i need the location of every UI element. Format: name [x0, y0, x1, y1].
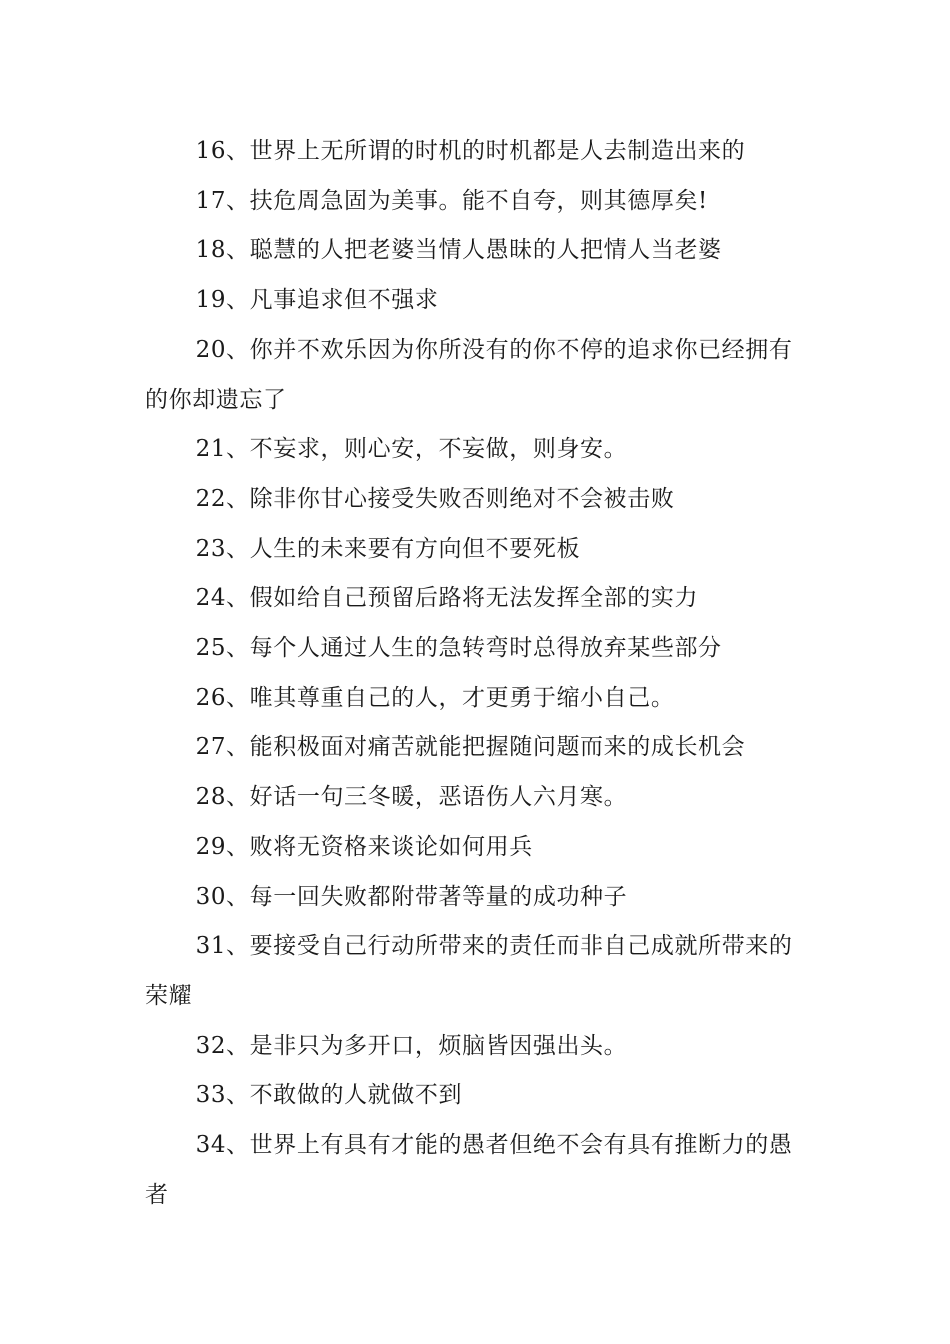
paragraph-26: 26、唯其尊重自己的人，才更勇于缩小自己。	[195, 684, 675, 711]
paragraph-29: 29、败将无资格来谈论如何用兵	[195, 833, 533, 860]
paragraph-34: 34、世界上有具有才能的愚者但绝不会有具有推断力的愚者	[145, 1132, 793, 1208]
paragraph-30: 30、每一回失败都附带著等量的成功种子	[195, 883, 628, 910]
paragraph-16: 16、世界上无所谓的时机的时机都是人去制造出来的	[195, 138, 746, 164]
paragraph-17: 17、扶危周急固为美事。能不自夸，则其德厚矣!	[195, 187, 708, 214]
paragraph-33: 33、不敢做的人就做不到	[195, 1082, 463, 1109]
paragraph-28: 28、好话一句三冬暖，恶语伤人六月寒。	[195, 784, 628, 811]
paragraph-31: 31、要接受自己行动所带来的责任而非自己成就所带来的荣耀	[145, 933, 793, 1009]
paragraph-20: 20、你并不欢乐因为你所没有的你不停的追求你已经拥有的你却遗忘了	[145, 336, 793, 413]
paragraph-32: 32、是非只为多开口，烦脑皆因强出头。	[195, 1032, 628, 1059]
document-body	[145, 127, 810, 1220]
paragraph-23: 23、人生的未来要有方向但不要死板	[195, 535, 581, 562]
paragraph-22: 22、除非你甘心接受失败否则绝对不会被击败	[195, 485, 675, 512]
paragraph-19: 19、凡事追求但不强求	[195, 287, 439, 314]
paragraph-21: 21、不妄求，则心安，不妄做，则身安。	[195, 436, 628, 463]
paragraph-24: 24、假如给自己预留后路将无法发挥全部的实力	[195, 585, 699, 612]
paragraph-18: 18、聪慧的人把老婆当情人愚昧的人把情人当老婆	[195, 237, 722, 264]
paragraph-27: 27、能积极面对痛苦就能把握随问题而来的成长机会	[195, 734, 746, 761]
paragraph-25: 25、每个人通过人生的急转弯时总得放弃某些部分	[195, 635, 722, 662]
